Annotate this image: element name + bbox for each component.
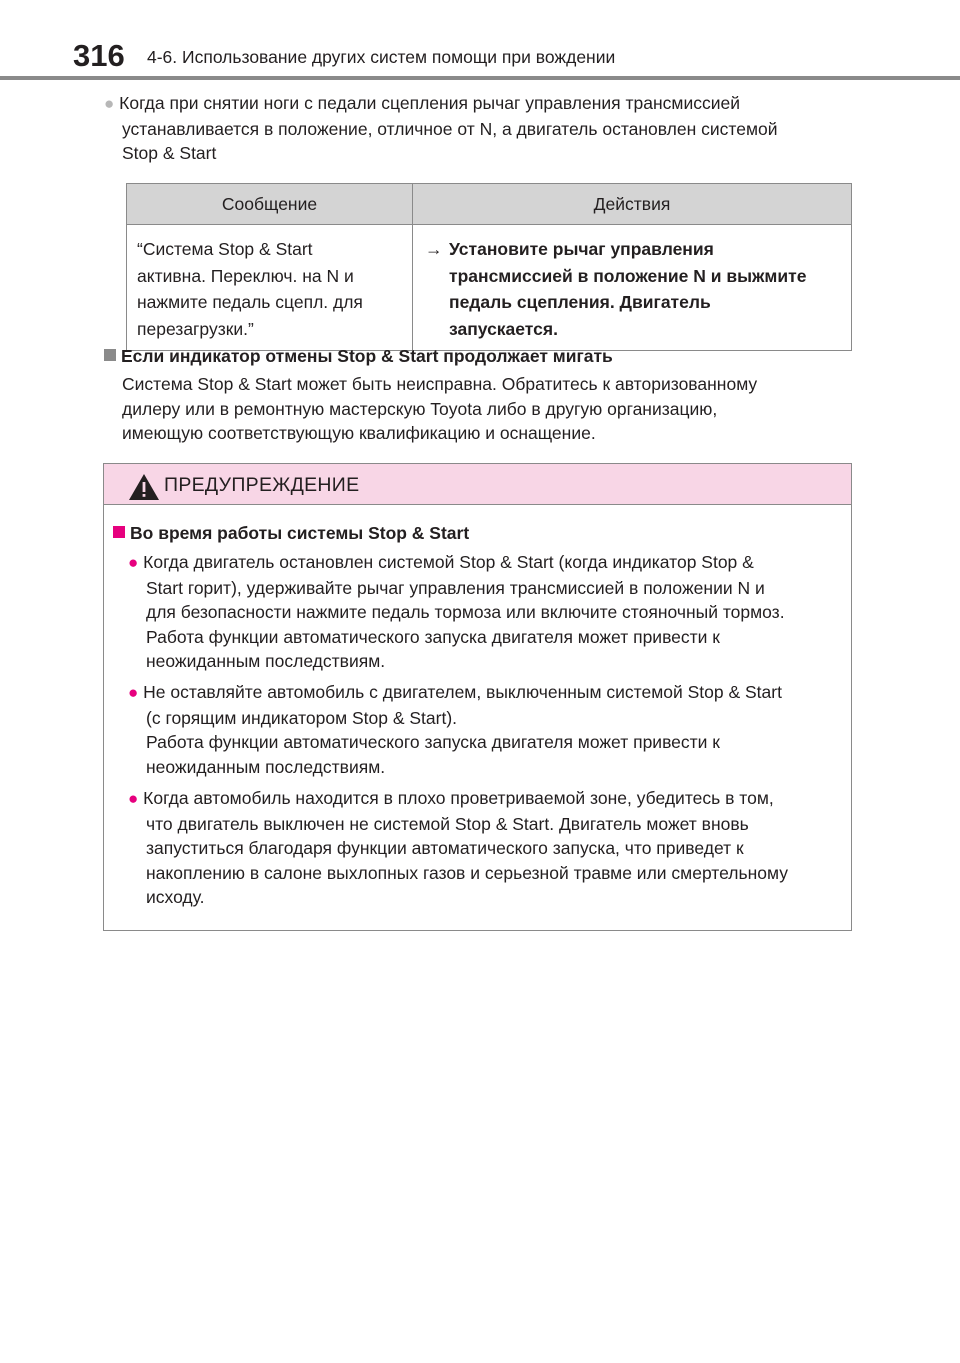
intro-paragraph	[104, 91, 852, 166]
square-bullet-icon	[113, 526, 125, 538]
intro-line-3: Stop & Start	[122, 143, 217, 163]
header-rule	[0, 76, 960, 80]
bullet-circle-icon: ●	[128, 683, 139, 702]
bullet-circle-icon: ●	[128, 789, 139, 808]
bullet-circle-icon: ●	[128, 553, 139, 572]
bullet-circle-icon: ●	[104, 94, 115, 113]
intro-line-2: устанавливается в положение, отличное от N, а двигатель остановлен системой	[122, 118, 778, 139]
square-bullet-icon	[104, 349, 116, 361]
warning-item-3: ● Когда автомобиль находится в плохо проветриваемой зоне, убедитесь в том, что двигатель выключен не системой Stop & Start. Двигатель может вновь запуститься благодаря функции автоматического запуска, что приведет к накоплению в салоне выхлопных газов и серьезной травме или смертельному исходу.	[128, 788, 788, 907]
table-row	[127, 225, 852, 351]
section-paragraph: Система Stop & Start может быть неисправна. Обратитесь к авторизованному дилеру или в ремонтную мастерскую Toyota либо в другую организацию, имеющую соответствующую квалификацию и оснащение.	[122, 374, 758, 443]
page-header	[0, 0, 960, 82]
warning-triangle-icon	[128, 473, 160, 501]
action-cell: → Установите рычаг управления трансмиссией в положение N и выжмите педаль сцепления. Двигатель запускается.	[413, 225, 852, 351]
message-table	[126, 183, 852, 351]
warning-header	[104, 464, 851, 505]
warning-item-1: ● Когда двигатель остановлен системой Stop & Start (когда индикатор Stop & Start горит), удерживайте рычаг управления трансмиссией в положении N и для безопасности нажмите педаль тормоза или включите стояночный тормоз. Работа функции автоматического запуска двигателя может привести к неожиданным последствиям.	[128, 552, 785, 671]
section-heading: Если индикатор отмены Stop & Start продолжает мигать	[104, 344, 613, 368]
warning-box	[103, 463, 852, 931]
warning-title: ПРЕДУПРЕЖДЕНИЕ	[164, 474, 360, 496]
warning-subheading: Во время работы системы Stop & Start	[113, 521, 469, 545]
warning-item-2: ● Не оставляйте автомобиль с двигателем, выключенным системой Stop & Start (с горящим индикатором Stop & Start). Работа функции автоматического запуска двигателя может привести к неожиданным последствиям.	[128, 682, 782, 777]
chapter-title: 4-6. Использование других систем помощи при вождении	[147, 47, 616, 67]
table-header-message: Сообщение	[127, 184, 413, 225]
page-number: 316	[73, 38, 125, 73]
table-header-action: Действия	[413, 184, 852, 225]
message-cell: “Система Stop & Start активна. Переключ. на N и нажмите педаль сцепл. для перезагрузки.”	[127, 225, 413, 351]
arrow-right-icon: →	[425, 239, 443, 259]
intro-line-1: ● Когда при снятии ноги с педали сцепления рычаг управления трансмиссией	[104, 93, 741, 113]
table-header-row	[127, 184, 852, 225]
